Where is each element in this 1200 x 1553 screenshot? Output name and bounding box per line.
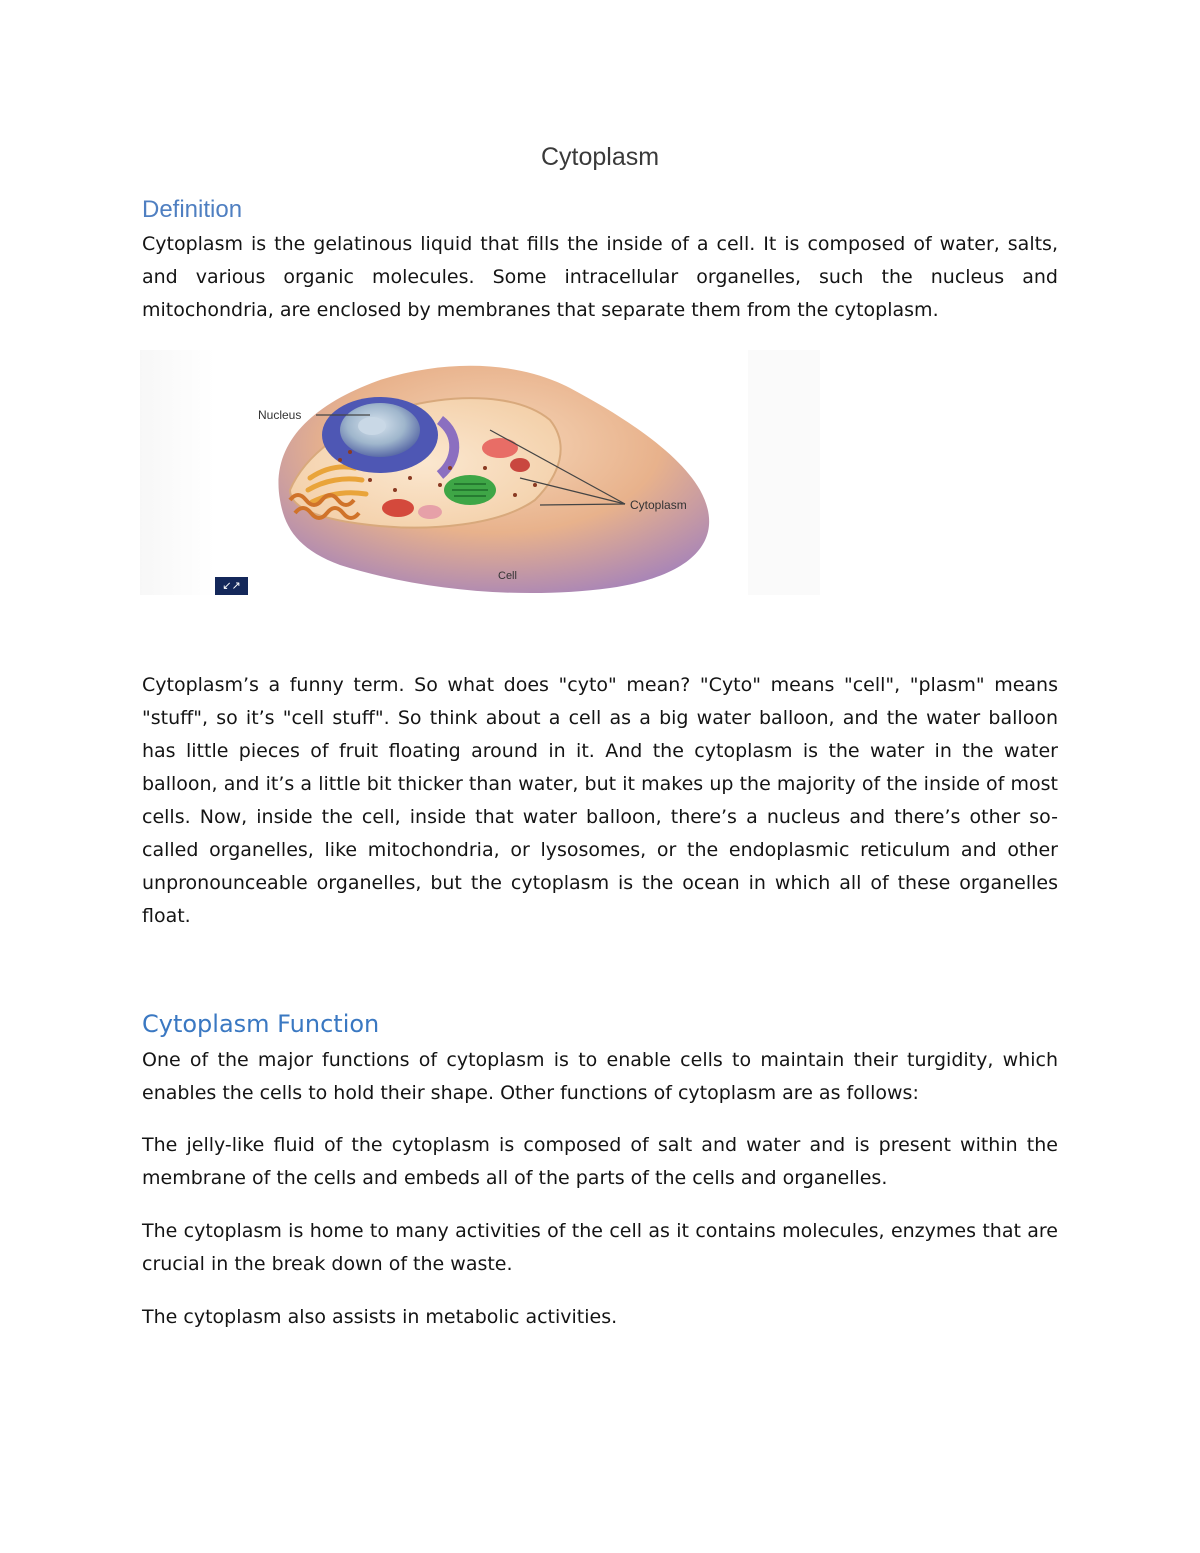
function-item: The cytoplasm also assists in metabolic activities. (142, 1306, 618, 1328)
mitochondrion (382, 499, 414, 517)
function-heading: Cytoplasm Function (142, 1010, 380, 1038)
figure-left-panel (140, 350, 215, 595)
label-cell: Cell (498, 570, 517, 582)
expand-arrow-icon[interactable]: ↙↗ (215, 577, 248, 595)
figure-right-panel (748, 350, 820, 595)
label-nucleus: Nucleus (258, 408, 302, 422)
definition-heading: Definition (142, 196, 243, 223)
definition-paragraph: Cytoplasm is the gelatinous liquid that fills the inside of a cell. It is composed of water, salts, and various organic molecules. Some intracellular organelles, such the nucleus and mitochondria, are enclosed by membranes that separate them from the cytoplasm. (142, 233, 1058, 321)
function-intro: One of the major functions of cytoplasm is to enable cells to maintain their turgidity, which enables the cells to hold their shape. Other functions of cytoplasm are as follows: (142, 1049, 1058, 1104)
cell-diagram (140, 350, 820, 598)
nucleolus (358, 417, 386, 435)
page-title: Cytoplasm (540, 143, 660, 171)
function-item: The jelly-like fluid of the cytoplasm is composed of salt and water and is present within the membrane of the cells and embeds all of the parts of the cells and organelles. (142, 1134, 1058, 1189)
label-cytoplasm: Cytoplasm (630, 498, 687, 512)
explanation-paragraph: Cytoplasm’s a funny term. So what does "cyto" mean? "Cyto" means "cell", "plasm" means "stuff", so it’s "cell stuff". So think about a cell as a big water balloon, and the water balloon has little pieces of fruit floating around in it. And the cytoplasm is the water in the water balloon, and it’s a little bit thicker than water, but it makes up the majority of the inside of most cells. Now, inside the cell, inside that water balloon, there’s a nucleus and there’s other so-called organelles, like mitochondria, or lysosomes, or the endoplasmic reticulum and other unpronounceable organelles, but the cytoplasm is the ocean in which all of these organelles float. (142, 674, 1058, 927)
function-item: The cytoplasm is home to many activities of the cell as it contains molecules, enzymes that are crucial in the break down of the waste. (142, 1220, 1058, 1275)
